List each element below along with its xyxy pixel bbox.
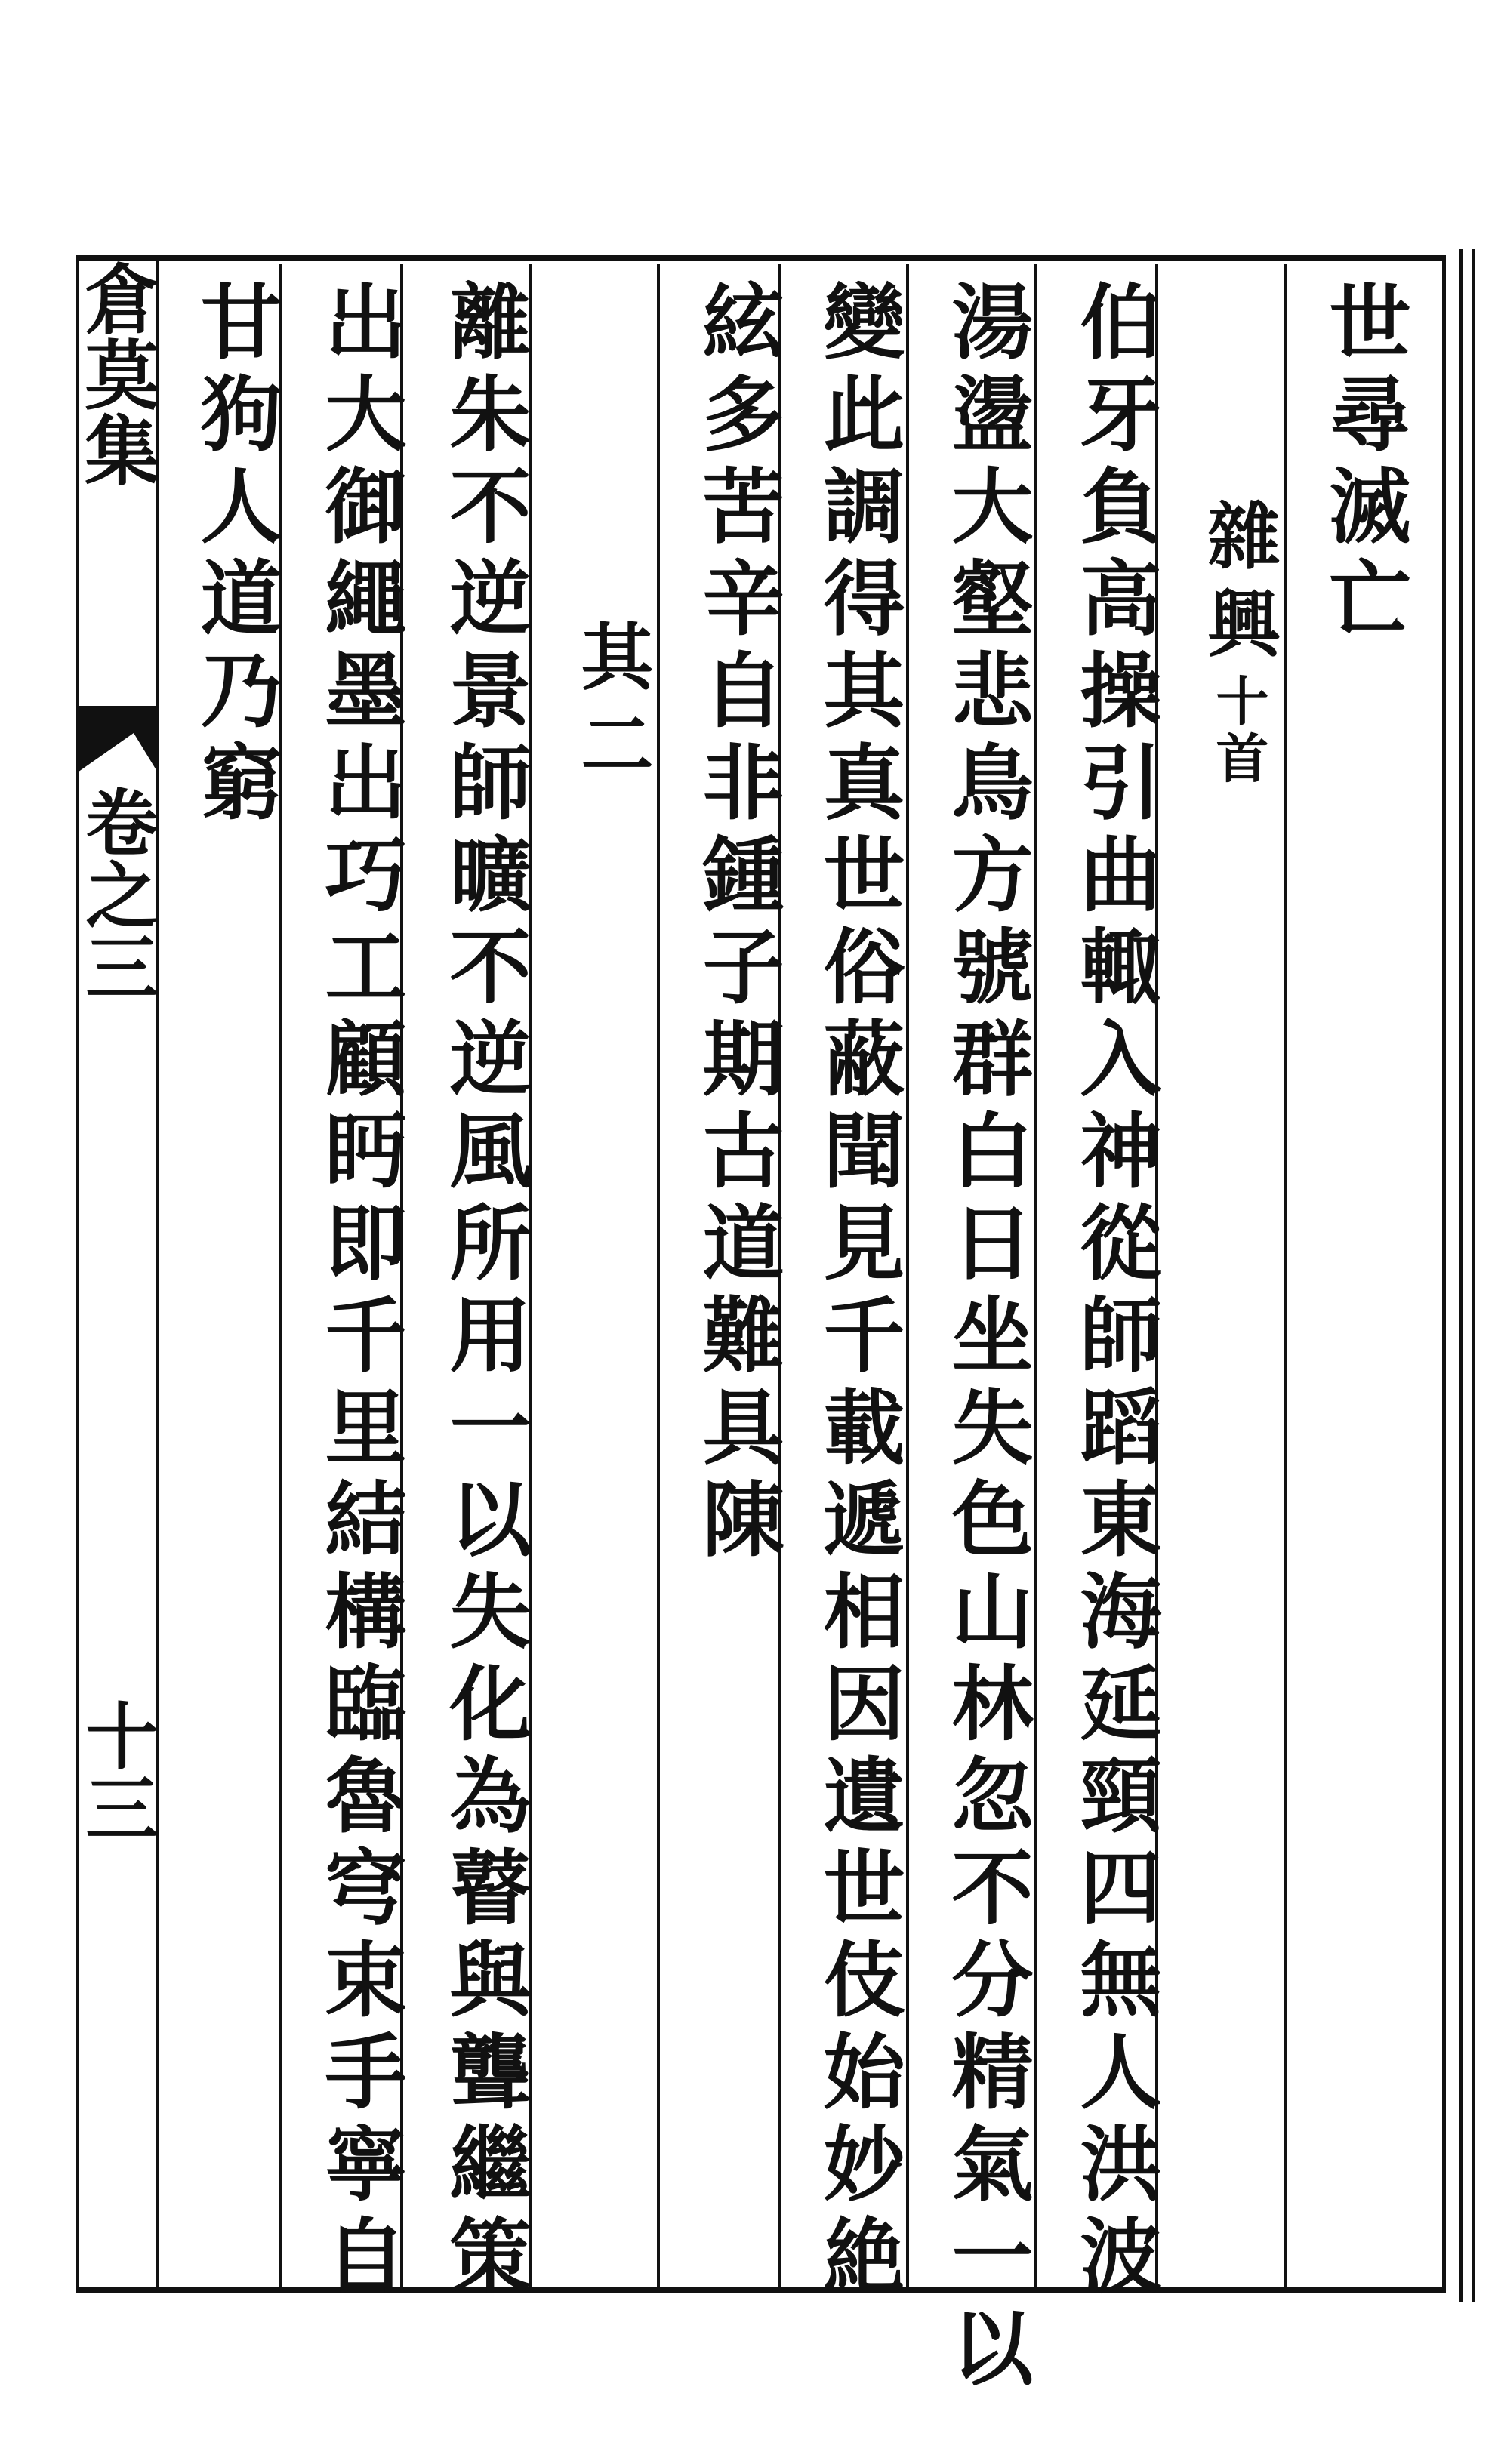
poem-subheading: 其二 [569,619,655,794]
text-column-5: 變此調得其真世俗蔽聞見千載遞相因遺世伎始妙絶 [809,279,905,2305]
page-gutter [72,255,161,2293]
gutter-book-title: 倉莫集 [72,260,161,487]
next-page-edge [1459,249,1463,2302]
text-column-1: 世尋滅亡 [1315,279,1410,648]
column-rule [657,264,660,2287]
poem-title-note: 十首 [1207,673,1270,788]
text-column-4: 湯盪大壑悲鳥方號群白日坐失色山林忽不分精氣一以 [938,279,1033,2398]
text-column-10: 甘狗人道乃窮 [186,279,282,832]
text-column-8: 離朱不逆景師曠不逆風所用一以失化為瞽與聾繼策 [436,279,531,2305]
gutter-volume-label: 卷之三 [74,785,159,1003]
next-page-margin [1472,249,1498,2302]
poem-title: 雜興 [1196,498,1281,673]
poem-heading [1185,498,1291,788]
text-column-9: 出大御繩墨出巧工顧眄即千里結構臨魯穹束手寧自 [311,279,406,2305]
gutter-page-number: 十三 [74,1699,159,1843]
text-column-6: 絃多苦辛自非鍾子期古道難具陳 [689,279,784,1569]
text-column-3: 伯牙負高操引曲輙入神從師蹈東海延頸四無人洪波 [1066,279,1161,2305]
